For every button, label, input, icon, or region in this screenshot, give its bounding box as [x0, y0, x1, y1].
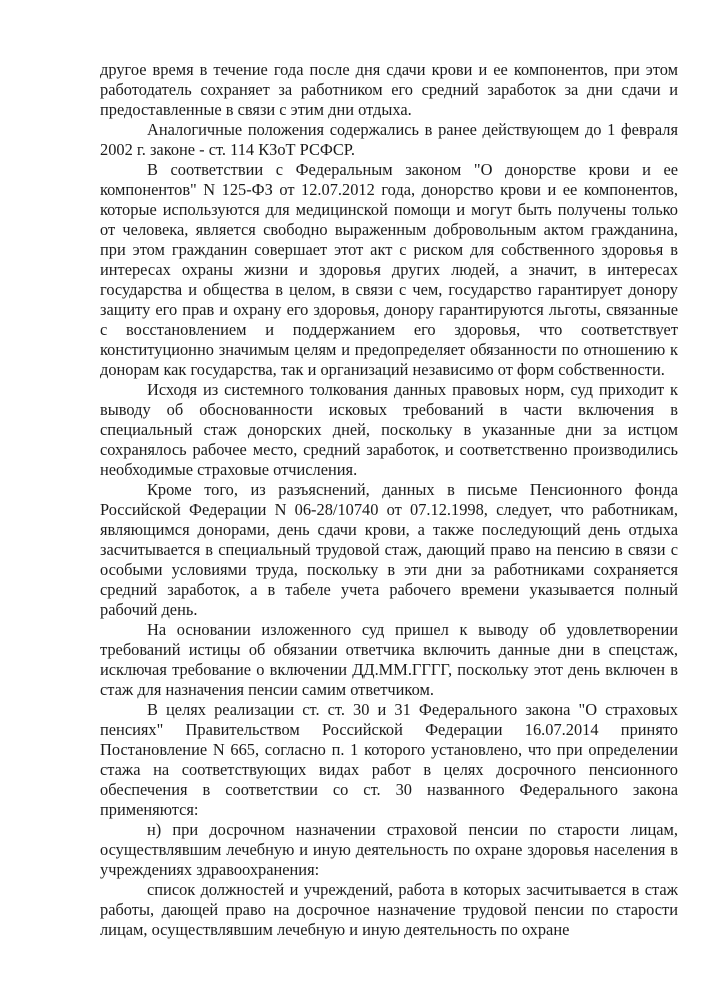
paragraph-3: В соответствии с Федеральным законом "О донорстве крови и ее компонентов" N 125-ФЗ от 12.07.2012 года, донорство крови и ее компонентов, которые используются для медицинской помощи и могут быть получены только от человека, является свободно выраженным добровольным актом гражданина, при этом гражданин совершает этот акт с риском для собственного здоровья в интересах охраны жизни и здоровья других людей, а значит, в интересах государства и общества в целом, в связи с чем, государство гарантирует донору защиту его прав и охрану его здоровья, донору гарантируются льготы, связанные с восстановлением и поддержанием его здоровья, что соответствует конституционно значимым целям и предопределяет обязанности по отношению к донорам как государства, так и организаций независимо от форм собственности.: [100, 160, 678, 379]
paragraph-4: Исходя из системного толкования данных правовых норм, суд приходит к выводу об обоснованности исковых требований в части включения в специальный стаж донорских дней, поскольку в указанные дни за истцом сохранялось рабочее место, средний заработок, и соответственно производились необходимые страховые отчисления.: [100, 380, 678, 479]
paragraph-5: Кроме того, из разъяснений, данных в письме Пенсионного фонда Российской Федерации N 06-28/10740 от 07.12.1998, следует, что работникам, являющимся донорами, день сдачи крови, а также последующий день отдыха засчитывается в специальный трудовой стаж, дающий право на пенсию в связи с особыми условиями труда, поскольку в эти дни за работниками сохраняется средний заработок, а в табеле учета рабочего времени указывается полный рабочий день.: [100, 480, 678, 619]
paragraph-1: другое время в течение года после дня сдачи крови и ее компонентов, при этом работодатель сохраняет за работником его средний заработок за дни сдачи и предоставленные в связи с этим дни отдыха.: [100, 60, 678, 119]
paragraph-9: список должностей и учреждений, работа в которых засчитывается в стаж работы, дающей право на досрочное назначение трудовой пенсии по старости лицам, осуществлявшим лечебную и иную деятельность по охране: [100, 880, 678, 939]
document-text: [100, 60, 678, 940]
paragraph-2: Аналогичные положения содержались в ранее действующем до 1 февраля 2002 г. законе - ст. 114 КЗоТ РСФСР.: [100, 120, 678, 159]
paragraph-8: н) при досрочном назначении страховой пенсии по старости лицам, осуществлявшим лечебную и иную деятельность по охране здоровья населения в учреждениях здравоохранения:: [100, 820, 678, 879]
paragraph-6: На основании изложенного суд пришел к выводу об удовлетворении требований истицы об обязании ответчика включить данные дни в спецстаж, исключая требование о включении ДД.ММ.ГГГГ, поскольку этот день включен в стаж для назначения пенсии самим ответчиком.: [100, 620, 678, 699]
paragraph-7: В целях реализации ст. ст. 30 и 31 Федерального закона "О страховых пенсиях" Правительством Российской Федерации 16.07.2014 принято Постановление N 665, согласно п. 1 которого установлено, что при определении стажа на соответствующих видах работ в целях досрочного пенсионного обеспечения в соответствии со ст. 30 названного Федерального закона применяются:: [100, 700, 678, 819]
